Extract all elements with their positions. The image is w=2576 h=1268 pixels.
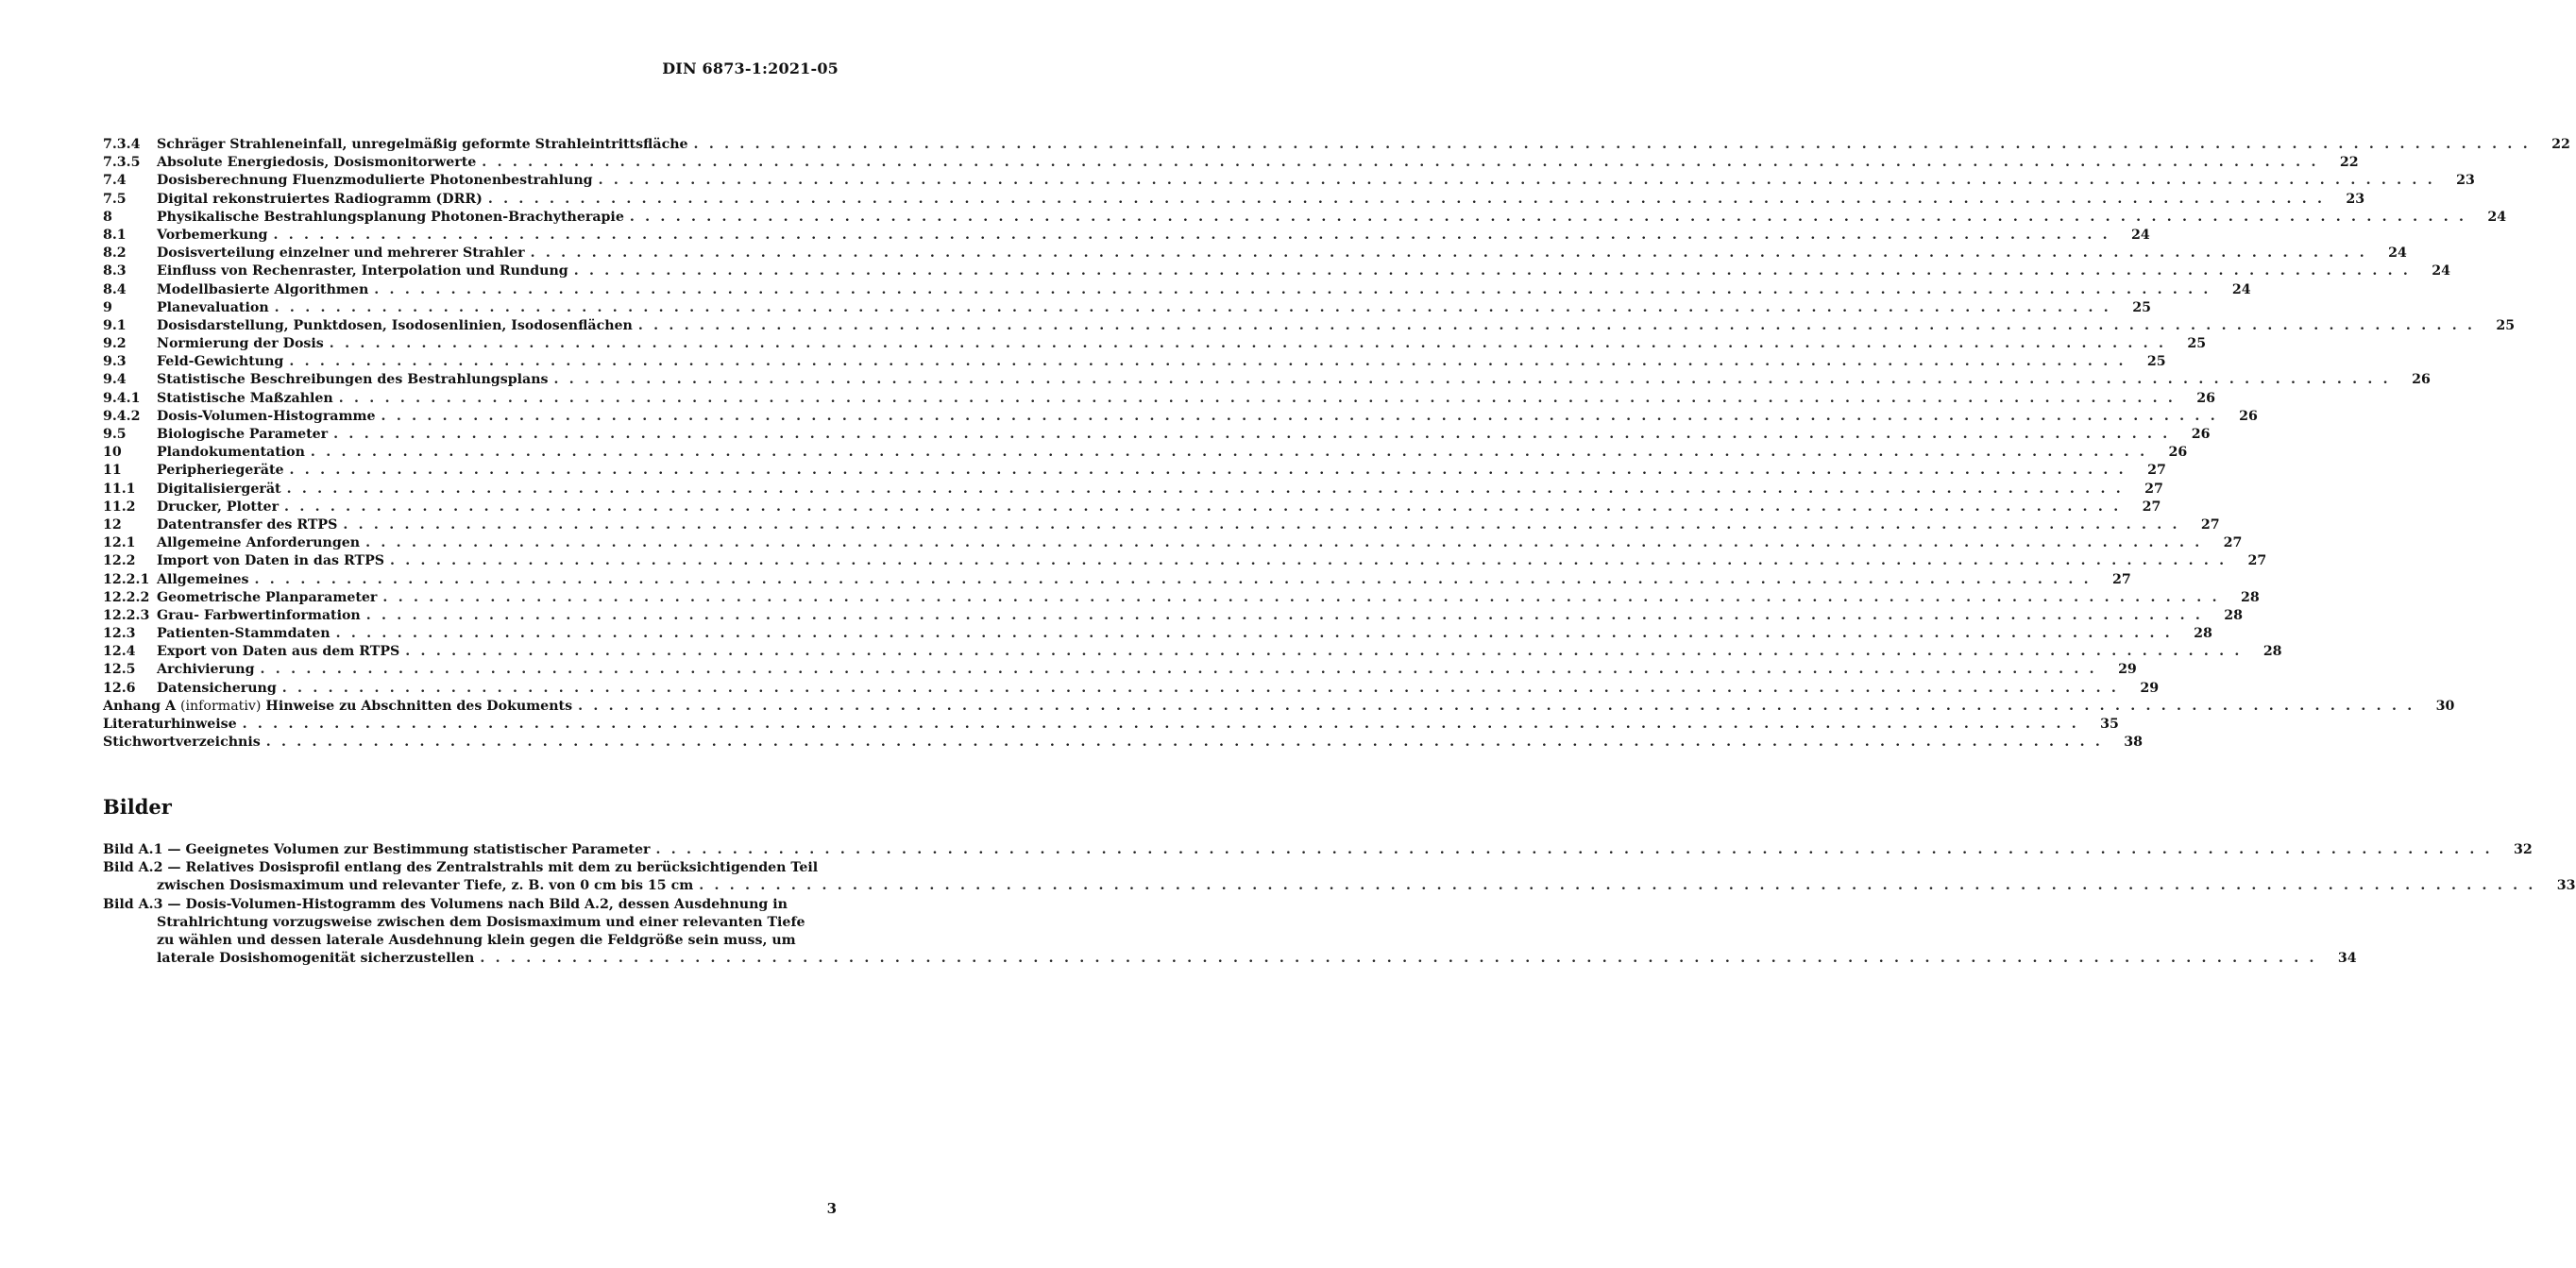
figures-list [103,841,2576,968]
toc-entry[interactable] [103,680,2160,698]
toc-entry-number: 12 [103,516,122,533]
figure-entry[interactable] [103,841,2533,859]
toc-entry-page: 25 [2496,317,2516,333]
toc-entry-page: 29 [2140,680,2160,696]
toc-entry[interactable] [103,154,2359,172]
toc-entry[interactable] [103,499,2161,516]
toc-entry-number: 7.3.5 [103,155,141,171]
toc-entry-title: Digital rekonstruiertes Radiogramm (DRR) [157,191,483,207]
toc-entry-title: Plandokumentation [157,445,305,461]
toc-entry[interactable] [103,734,2144,752]
toc-entry-title: Allgemeines [157,571,249,587]
toc-entry-number: 9.3 [103,354,127,370]
toc-entry[interactable] [103,426,2211,444]
toc-entry-title: Statistische Maßzahlen [157,390,333,406]
dot-leader: . . . . . . . . . . . . . . . . . . . . . . . . . . . . . . . . . . . . . . . . . . . . . . . . . . . . . . . . . . . . . . . . . . . . . . . . . . . . . . . . . . . . . . . . . . . . . . . . . . . . . . . . . . . . . . . . . . . . . . . . [693,137,2531,152]
figures-heading: Bilder [103,795,172,819]
toc-entry-number: 12.4 [103,644,136,660]
toc-entry-page: 23 [2346,191,2365,207]
toc-entry[interactable] [103,462,2166,480]
figure-entry-text: Bild A.3 — Dosis-Volumen-Histogramm des Volumens nach Bild A.2, dessen Ausdehnung in [103,896,788,912]
dot-leader: . . . . . . . . . . . . . . . . . . . . . . . . . . . . . . . . . . . . . . . . . . . . . . . . . . . . . . . . . . . . . . . . . . . . . . . . . . . . . . . . . . . . . . . . . . . . . . . . . . . . . . . . . . . . . . . . . . . . . . . . [637,317,2476,333]
toc-entry-page: 24 [2388,245,2407,262]
toc-entry-page: 27 [2247,553,2267,569]
dot-leader: . . . . . . . . . . . . . . . . . . . . . . . . . . . . . . . . . . . . . . . . . . . . . . . . . . . . . . . . . . . . . . . . . . . . . . . . . . . . . . . . . . . . . . . . . . . . . . . . . . . . . . . . . . . . . . . . . . . . . . . . [553,372,2391,388]
toc-entry-page: 26 [2412,372,2431,388]
figure-entry[interactable] [103,896,2357,969]
toc-entry-page: 27 [2147,463,2166,479]
toc-entry[interactable] [103,335,2207,353]
toc-entry[interactable] [103,353,2166,371]
toc-entry-title: Import von Daten in das RTPS [157,553,384,569]
toc-entry-number: 8 [103,209,112,225]
toc-entry-number: 9.4.1 [103,390,141,406]
toc-entry[interactable] [103,227,2150,245]
toc-entry-number: 8.4 [103,281,127,297]
figure-entry-text: Bild A.1 — Geeignetes Volumen zur Bestimmung statistischer Parameter [103,842,651,857]
toc-entry-page: 24 [2131,227,2150,243]
dot-leader: . . . . . . . . . . . . . . . . . . . . . . . . . . . . . . . . . . . . . . . . . . . . . . . . . . . . . . . . . . . . . . . . . . . . . . . . . . . . . . . . . . . . . . . . . . . . . . . . . . . . . . . . . . . . . . . . . . . . . . . . [530,245,2367,262]
toc-entry-title: Datensicherung [157,680,277,696]
dot-leader: . . . . . . . . . . . . . . . . . . . . . . . . . . . . . . . . . . . . . . . . . . . . . . . . . . . . . . . . . . . . . . . . . . . . . . . . . . . . . . . . . . . . . . . . . . . . . . . . . . . . . . . . . . . . . . . . . . . . . . . . [289,354,2127,370]
dot-leader: . . . . . . . . . . . . . . . . . . . . . . . . . . . . . . . . . . . . . . . . . . . . . . . . . . . . . . . . . . . . . . . . . . . . . . . . . . . . . . . . . . . . . . . . . . . . . . . . . . . . . . . . . . . . . . . . . . . . . . . . [281,680,2120,696]
toc-entry-title: Planevaluation [157,299,269,315]
dot-leader: . . . . . . . . . . . . . . . . . . . . . . . . . . . . . . . . . . . . . . . . . . . . . . . . . . . . . . . . . . . . . . . . . . . . . . . . . . . . . . . . . . . . . . . . . . . . . . . . . . . . . . . . . . . . . . . . . . . . . . . . [381,408,2218,424]
toc-entry-page: 26 [2168,445,2188,461]
figure-entry[interactable] [103,859,2576,895]
dot-leader: . . . . . . . . . . . . . . . . . . . . . . . . . . . . . . . . . . . . . . . . . . . . . . . . . . . . . . . . . . . . . . . . . . . . . . . . . . . . . . . . . . . . . . . . . . . . . . . . . . . . . . . . . . . . . . . . . . . . . . . . [343,516,2180,533]
toc-entry-page: 22 [2339,155,2359,171]
toc-entry-title: Modellbasierte Algorithmen [157,281,369,297]
toc-entry-number: 9.4.2 [103,408,141,424]
toc-entry-title: Statistische Beschreibungen des Bestrahlungsplans [157,372,549,388]
toc-entry-title: Archivierung [157,662,255,678]
toc-entry-page: 28 [2262,644,2282,660]
toc-entry[interactable] [103,661,2137,679]
toc-entry-page: 28 [2240,589,2260,605]
toc-entry[interactable] [103,172,2475,190]
toc-entry[interactable] [103,281,2251,299]
figure-entry-text: zwischen Dosismaximum und relevanter Tiefe, z. B. von 0 cm bis 15 cm [157,878,694,894]
toc-entry-page: 25 [2132,299,2151,315]
toc-entry-number: 11 [103,463,122,479]
toc-entry-page: 30 [2435,698,2455,714]
toc-entry[interactable] [103,262,2451,280]
figure-entry-text: zu wählen und dessen laterale Ausdehnung klein gegen die Feldgröße sein muss, um [157,932,796,948]
toc-entry-number: 12.2.3 [103,607,150,623]
toc-entry-page: 27 [2200,516,2220,533]
toc-entry-number: 12.2 [103,553,136,569]
toc-entry[interactable] [103,371,2431,389]
toc-entry-title: Drucker, Plotter [157,499,280,515]
table-of-contents [103,136,2570,752]
dot-leader: . . . . . . . . . . . . . . . . . . . . . . . . . . . . . . . . . . . . . . . . . . . . . . . . . . . . . . . . . . . . . . . . . . . . . . . . . . . . . . . . . . . . . . . . . . . . . . . . . . . . . . . . . . . . . . . . . . . . . . . . [254,571,2092,587]
dot-leader: . . . . . . . . . . . . . . . . . . . . . . . . . . . . . . . . . . . . . . . . . . . . . . . . . . . . . . . . . . . . . . . . . . . . . . . . . . . . . . . . . . . . . . . . . . . . . . . . . . . . . . . . . . . . . . . . . . . . . . . . [284,499,2122,515]
toc-entry-number: 9.5 [103,427,127,442]
toc-entry-title: Physikalische Bestrahlungsplanung Photonen-Brachytherapie [157,209,624,225]
toc-entry-page: 28 [2224,607,2244,623]
toc-entry-title: Vorbemerkung [157,227,268,243]
toc-entry-title: Export von Daten aus dem RTPS [157,644,400,660]
figure-entry-line [103,877,2576,895]
annex-informative-label: (informativ) [179,698,262,714]
dot-leader: . . . . . . . . . . . . . . . . . . . . . . . . . . . . . . . . . . . . . . . . . . . . . . . . . . . . . . . . . . . . . . . . . . . . . . . . . . . . . . . . . . . . . . . . . . . . . . . . . . . . . . . . . . . . . . . . . . . . . . . . [242,717,2079,732]
toc-entry[interactable] [103,698,2455,716]
toc-entry-title: Dosisberechnung Fluenzmodulierte Photonenbestrahlung [157,173,593,189]
toc-entry-title: Peripheriegeräte [157,463,284,479]
dot-leader: . . . . . . . . . . . . . . . . . . . . . . . . . . . . . . . . . . . . . . . . . . . . . . . . . . . . . . . . . . . . . . . . . . . . . . . . . . . . . . . . . . . . . . . . . . . . . . . . . . . . . . . . . . . . . . . . . . . . . . . . [310,445,2148,461]
toc-entry-number: 12.6 [103,680,136,696]
toc-entry-title: Datentransfer des RTPS [157,516,338,533]
toc-entry-number: 12.5 [103,662,136,678]
toc-entry-title: Literaturhinweise [103,717,237,732]
toc-entry-page: 25 [2187,336,2207,352]
toc-entry-page: 27 [2223,535,2243,551]
toc-entry-number: 12.3 [103,626,136,642]
page-number: 3 [826,1200,837,1217]
toc-entry-title: Feld-Gewichtung [157,354,284,370]
dot-leader: . . . . . . . . . . . . . . . . . . . . . . . . . . . . . . . . . . . . . . . . . . . . . . . . . . . . . . . . . . . . . . . . . . . . . . . . . . . . . . . . . . . . . . . . . . . . . . . . . . . . . . . . . . . . . . . . . . . . . . . . [333,427,2171,442]
toc-entry-number: 7.3.4 [103,137,141,152]
dot-leader: . . . . . . . . . . . . . . . . . . . . . . . . . . . . . . . . . . . . . . . . . . . . . . . . . . . . . . . . . . . . . . . . . . . . . . . . . . . . . . . . . . . . . . . . . . . . . . . . . . . . . . . . . . . . . . . . . . . . . . . . [482,155,2319,171]
toc-entry[interactable] [103,299,2151,317]
toc-entry-title: Biologische Parameter [157,427,329,442]
toc-entry-page: 26 [2196,390,2216,406]
dot-leader: . . . . . . . . . . . . . . . . . . . . . . . . . . . . . . . . . . . . . . . . . . . . . . . . . . . . . . . . . . . . . . . . . . . . . . . . . . . . . . . . . . . . . . . . . . . . . . . . . . . . . . . . . . . . . . . . . . . . . . . . [405,644,2243,660]
dot-leader: . . . . . . . . . . . . . . . . . . . . . . . . . . . . . . . . . . . . . . . . . . . . . . . . . . . . . . . . . . . . . . . . . . . . . . . . . . . . . . . . . . . . . . . . . . . . . . . . . . . . . . . . . . . . . . . . . . . . . . . . [335,626,2173,642]
toc-entry-page: 26 [2191,427,2211,442]
toc-entry-title: Stichwortverzeichnis [103,735,261,751]
toc-entry-title: Allgemeine Anforderungen [157,535,361,551]
toc-entry-number: 9 [103,299,112,315]
toc-entry[interactable] [103,716,2119,734]
toc-entry-number: 7.5 [103,191,127,207]
toc-entry[interactable] [103,607,2244,625]
toc-entry-title: Digitalisiergerät [157,481,281,497]
dot-leader: . . . . . . . . . . . . . . . . . . . . . . . . . . . . . . . . . . . . . . . . . . . . . . . . . . . . . . . . . . . . . . . . . . . . . . . . . . . . . . . . . . . . . . . . . . . . . . . . . . . . . . . . . . . . . . . . . . . . . . . . [365,607,2204,623]
toc-entry[interactable] [103,245,2407,262]
figure-entry-line [103,914,837,932]
toc-entry-title: Dosisdarstellung, Punktdosen, Isodosenlinien, Isodosenflächen [157,317,633,333]
toc-entry[interactable] [103,534,2243,552]
toc-entry[interactable] [103,444,2188,462]
dot-leader: . . . . . . . . . . . . . . . . . . . . . . . . . . . . . . . . . . . . . . . . . . . . . . . . . . . . . . . . . . . . . . . . . . . . . . . . . . . . . . . . . . . . . . . . . . . . . . . . . . . . . . . . . . . . . . . . . . . . . . . . [573,263,2412,279]
dot-leader: . . . . . . . . . . . . . . . . . . . . . . . . . . . . . . . . . . . . . . . . . . . . . . . . . . . . . . . . . . . . . . . . . . . . . . . . . . . . . . . . . . . . . . . . . . . . . . . . . . . . . . . . . . . . . . . . . . . . . . . . [487,191,2326,207]
dot-leader: . . . . . . . . . . . . . . . . . . . . . . . . . . . . . . . . . . . . . . . . . . . . . . . . . . . . . . . . . . . . . . . . . . . . . . . . . . . . . . . . . . . . . . . . . . . . . . . . . . . . . . . . . . . . . . . . . . . . . . . . [480,951,2317,967]
figure-entry-line [103,859,837,877]
dot-leader: . . . . . . . . . . . . . . . . . . . . . . . . . . . . . . . . . . . . . . . . . . . . . . . . . . . . . . . . . . . . . . . . . . . . . . . . . . . . . . . . . . . . . . . . . . . . . . . . . . . . . . . . . . . . . . . . . . . . . . . . [382,589,2220,605]
toc-entry-page: 27 [2142,499,2161,515]
figure-entry-text: Bild A.2 — Relatives Dosisprofil entlang des Zentralstrahls mit dem zu berücksichtigenden Teil [103,860,819,876]
dot-leader: . . . . . . . . . . . . . . . . . . . . . . . . . . . . . . . . . . . . . . . . . . . . . . . . . . . . . . . . . . . . . . . . . . . . . . . . . . . . . . . . . . . . . . . . . . . . . . . . . . . . . . . . . . . . . . . . . . . . . . . . [338,390,2177,406]
toc-entry-number: 11.2 [103,499,136,515]
toc-entry[interactable] [103,589,2260,607]
figure-entry-line [103,950,2357,968]
toc-entry-title: Geometrische Planparameter [157,589,378,605]
toc-entry-number: 12.2.1 [103,571,150,587]
toc-entry-title: Dosis-Volumen-Histogramme [157,408,376,424]
figure-entry-page: 34 [2337,951,2357,967]
annex-label: Anhang A [103,698,177,714]
toc-entry-page: 24 [2432,263,2451,279]
dot-leader: . . . . . . . . . . . . . . . . . . . . . . . . . . . . . . . . . . . . . . . . . . . . . . . . . . . . . . . . . . . . . . . . . . . . . . . . . . . . . . . . . . . . . . . . . . . . . . . . . . . . . . . . . . . . . . . . . . . . . . . . [260,662,2097,678]
toc-entry-page: 22 [2551,137,2570,152]
figure-entry-line [103,932,837,950]
toc-entry[interactable] [103,317,2516,335]
toc-entry-page: 29 [2118,662,2137,678]
figure-entry-page: 33 [2556,878,2576,894]
toc-entry-number: 9.2 [103,336,127,352]
toc-entry[interactable] [103,552,2267,570]
toc-entry-title: Normierung der Dosis [157,336,324,352]
toc-entry-number: 8.1 [103,227,127,243]
document-identifier: DIN 6873-1:2021-05 [662,59,839,77]
toc-entry-page: 24 [2231,281,2251,297]
toc-entry-number: 7.4 [103,173,127,189]
toc-entry-page: 27 [2112,571,2131,587]
dot-leader: . . . . . . . . . . . . . . . . . . . . . . . . . . . . . . . . . . . . . . . . . . . . . . . . . . . . . . . . . . . . . . . . . . . . . . . . . . . . . . . . . . . . . . . . . . . . . . . . . . . . . . . . . . . . . . . . . . . . . . . . [265,735,2104,751]
toc-entry-page: 23 [2456,173,2475,189]
toc-entry[interactable] [103,643,2282,661]
toc-entry[interactable] [103,390,2216,408]
toc-entry-number: 9.4 [103,372,127,388]
figure-entry-line [103,896,837,914]
toc-entry-title: Schräger Strahleneinfall, unregelmäßig geformte Strahleintrittsfläche [157,137,688,152]
figure-entry-page: 32 [2514,842,2533,857]
toc-entry-number: 8.2 [103,245,127,262]
figure-entry-text: Strahlrichtung vorzugsweise zwischen dem Dosismaximum und einer relevanten Tiefe [157,914,805,930]
dot-leader: . . . . . . . . . . . . . . . . . . . . . . . . . . . . . . . . . . . . . . . . . . . . . . . . . . . . . . . . . . . . . . . . . . . . . . . . . . . . . . . . . . . . . . . . . . . . . . . . . . . . . . . . . . . . . . . . . . . . . . . . [578,698,2415,714]
dot-leader: . . . . . . . . . . . . . . . . . . . . . . . . . . . . . . . . . . . . . . . . . . . . . . . . . . . . . . . . . . . . . . . . . . . . . . . . . . . . . . . . . . . . . . . . . . . . . . . . . . . . . . . . . . . . . . . . . . . . . . . . [699,878,2536,894]
toc-entry[interactable] [103,625,2212,643]
toc-entry-number: 10 [103,445,122,461]
toc-entry-number: 12.1 [103,535,136,551]
dot-leader: . . . . . . . . . . . . . . . . . . . . . . . . . . . . . . . . . . . . . . . . . . . . . . . . . . . . . . . . . . . . . . . . . . . . . . . . . . . . . . . . . . . . . . . . . . . . . . . . . . . . . . . . . . . . . . . . . . . . . . . . [289,463,2127,479]
dot-leader: . . . . . . . . . . . . . . . . . . . . . . . . . . . . . . . . . . . . . . . . . . . . . . . . . . . . . . . . . . . . . . . . . . . . . . . . . . . . . . . . . . . . . . . . . . . . . . . . . . . . . . . . . . . . . . . . . . . . . . . . [374,281,2212,297]
toc-entry-page: 28 [2194,626,2212,642]
toc-entry-page: 35 [2100,717,2119,732]
toc-entry[interactable] [103,408,2258,426]
figure-entry-text: laterale Dosishomogenität sicherzustellen [157,951,475,967]
toc-entry-title: Dosisverteilung einzelner und mehrerer Strahler [157,245,525,262]
dot-leader: . . . . . . . . . . . . . . . . . . . . . . . . . . . . . . . . . . . . . . . . . . . . . . . . . . . . . . . . . . . . . . . . . . . . . . . . . . . . . . . . . . . . . . . . . . . . . . . . . . . . . . . . . . . . . . . . . . . . . . . . [329,336,2167,352]
toc-entry-title: Grau- Farbwertinformation [157,607,361,623]
dot-leader: . . . . . . . . . . . . . . . . . . . . . . . . . . . . . . . . . . . . . . . . . . . . . . . . . . . . . . . . . . . . . . . . . . . . . . . . . . . . . . . . . . . . . . . . . . . . . . . . . . . . . . . . . . . . . . . . . . . . . . . . [273,227,2110,243]
toc-entry-title: Patienten-Stammdaten [157,626,330,642]
toc-entry-page: 26 [2239,408,2258,424]
dot-leader: . . . . . . . . . . . . . . . . . . . . . . . . . . . . . . . . . . . . . . . . . . . . . . . . . . . . . . . . . . . . . . . . . . . . . . . . . . . . . . . . . . . . . . . . . . . . . . . . . . . . . . . . . . . . . . . . . . . . . . . . [655,842,2493,857]
toc-entry[interactable] [103,191,2365,209]
toc-entry-number: 11.1 [103,481,136,497]
toc-entry-title: Einfluss von Rechenraster, Interpolation und Rundung [157,263,568,279]
dot-leader: . . . . . . . . . . . . . . . . . . . . . . . . . . . . . . . . . . . . . . . . . . . . . . . . . . . . . . . . . . . . . . . . . . . . . . . . . . . . . . . . . . . . . . . . . . . . . . . . . . . . . . . . . . . . . . . . . . . . . . . . [286,481,2124,497]
dot-leader: . . . . . . . . . . . . . . . . . . . . . . . . . . . . . . . . . . . . . . . . . . . . . . . . . . . . . . . . . . . . . . . . . . . . . . . . . . . . . . . . . . . . . . . . . . . . . . . . . . . . . . . . . . . . . . . . . . . . . . . . [629,209,2467,225]
toc-entry-page: 27 [2144,481,2163,497]
toc-entry-title: Absolute Energiedosis, Dosismonitorwerte [157,155,477,171]
toc-entry-page: 25 [2146,354,2166,370]
toc-entry-title [103,698,578,716]
dot-leader: . . . . . . . . . . . . . . . . . . . . . . . . . . . . . . . . . . . . . . . . . . . . . . . . . . . . . . . . . . . . . . . . . . . . . . . . . . . . . . . . . . . . . . . . . . . . . . . . . . . . . . . . . . . . . . . . . . . . . . . . [274,299,2111,315]
toc-entry-page: 38 [2124,735,2144,751]
toc-entry[interactable] [103,571,2131,589]
dot-leader: . . . . . . . . . . . . . . . . . . . . . . . . . . . . . . . . . . . . . . . . . . . . . . . . . . . . . . . . . . . . . . . . . . . . . . . . . . . . . . . . . . . . . . . . . . . . . . . . . . . . . . . . . . . . . . . . . . . . . . . . [598,173,2435,189]
toc-entry[interactable] [103,516,2220,534]
toc-entry-number: 9.1 [103,317,127,333]
dot-leader: . . . . . . . . . . . . . . . . . . . . . . . . . . . . . . . . . . . . . . . . . . . . . . . . . . . . . . . . . . . . . . . . . . . . . . . . . . . . . . . . . . . . . . . . . . . . . . . . . . . . . . . . . . . . . . . . . . . . . . . . [365,535,2203,551]
toc-entry-number: 12.2.2 [103,589,150,605]
dot-leader: . . . . . . . . . . . . . . . . . . . . . . . . . . . . . . . . . . . . . . . . . . . . . . . . . . . . . . . . . . . . . . . . . . . . . . . . . . . . . . . . . . . . . . . . . . . . . . . . . . . . . . . . . . . . . . . . . . . . . . . . [390,553,2228,569]
toc-entry-number: 8.3 [103,263,127,279]
toc-entry[interactable] [103,481,2163,499]
toc-entry[interactable] [103,209,2507,227]
annex-title: Hinweise zu Abschnitten des Dokuments [265,698,573,714]
figure-entry-line [103,841,2533,859]
toc-entry[interactable] [103,136,2570,154]
toc-entry-page: 24 [2487,209,2507,225]
